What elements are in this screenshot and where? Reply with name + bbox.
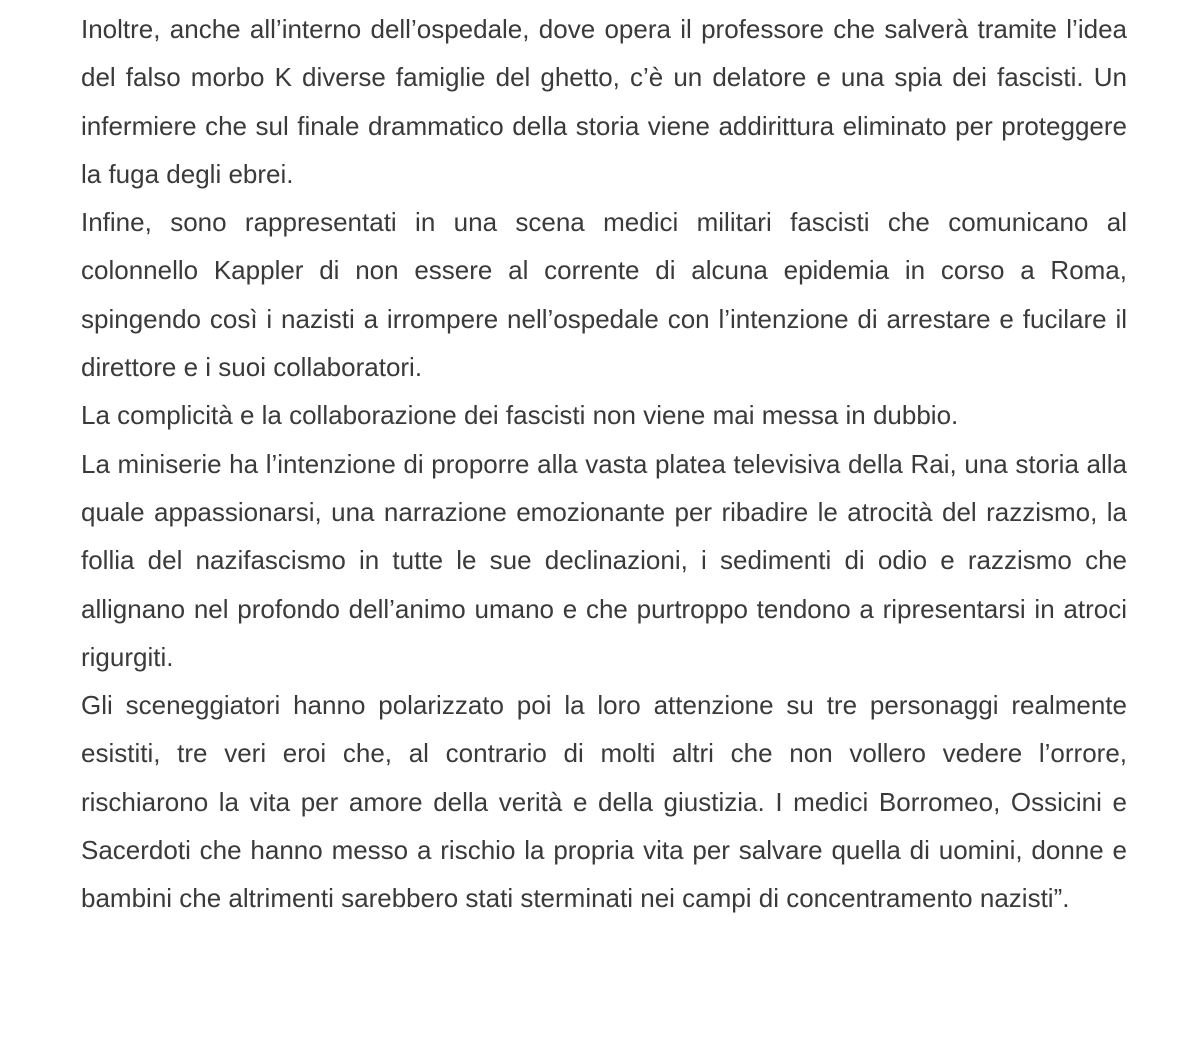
paragraph-fascist-complicity: La complicità e la collaborazione dei fascisti non viene mai messa in dubbio. xyxy=(81,400,959,431)
paragraph-hospital-informant: Inoltre, anche all’interno dell’ospedale, dove opera il professore che salverà tramite l’idea del falso morbo K diverse famiglie del ghetto, c’è un delatore e una spia dei fascisti. Un infermiere che sul finale drammatico della storia viene addirittura eliminato per proteggere la fuga degli ebrei. xyxy=(81,14,1127,189)
paragraph-military-doctors: Infine, sono rappresentati in una scena medici militari fascisti che comunicano al colonnello Kappler di non essere al corrente di alcuna epidemia in corso a Roma, spingendo così i nazisti a irrompere nell’ospedale con l’intenzione di arrestare e fucilare il direttore e i suoi collaboratori. xyxy=(81,207,1127,383)
paragraph-miniseries-intent: La miniserie ha l’intenzione di proporre alla vasta platea televisiva della Rai, una storia alla quale appassionarsi, una narrazione emozionante per ribadire le atrocità del razzismo, la follia del nazifascismo in tutte le sue declinazioni, i sedimenti di odio e razzismo che allignano nel profondo dell’animo umano e che purtroppo tendono a ripresentarsi in atroci rigurgiti. xyxy=(81,448,1127,672)
article-body xyxy=(81,5,1127,923)
paragraph-screenwriters-heroes: Gli sceneggiatori hanno polarizzato poi la loro attenzione su tre personaggi realmente esistiti, tre veri eroi che, al contrario di molti altri che non vollero vedere l’orrore, rischiarono la vita per amore della verità e della giustizia. I medici Borromeo, Ossicini e Sacerdoti che hanno messo a rischio la propria vita per salvare quella di uomini, donne e bambini che altrimenti sarebbero stati sterminati nei campi di concentramento nazisti”. xyxy=(81,690,1127,914)
